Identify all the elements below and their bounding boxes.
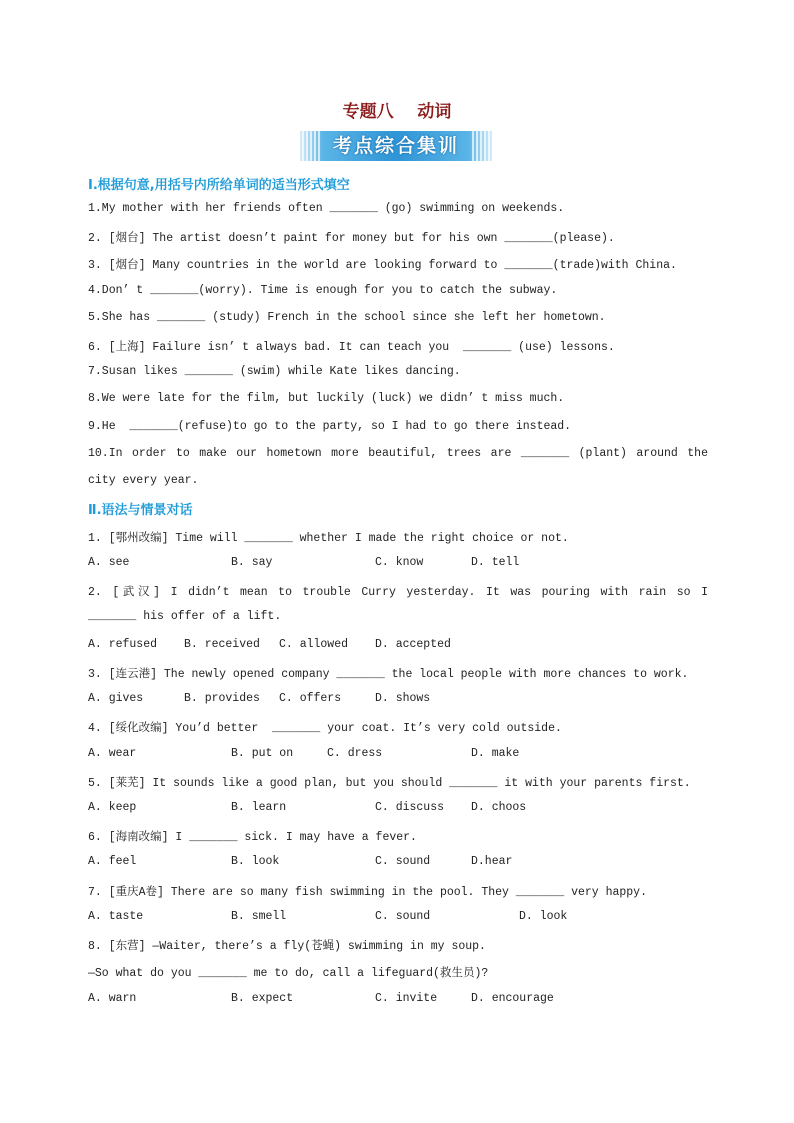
option-c: C. invite	[375, 992, 438, 1005]
question-line: 8. [东营] —Waiter, there’s a fly(苍蝇) swimming in my soup.	[88, 940, 486, 953]
option-c: C. sound	[375, 910, 431, 923]
question-line: 2. [烟台] The artist doesn’t paint for money but for his own _______(please).	[88, 232, 615, 245]
option-d: D. tell	[471, 556, 520, 569]
banner-text: 考点综合集训	[332, 135, 459, 157]
question-line: 9.He _______(refuse)to go to the party, so I had to go there instead.	[88, 420, 572, 433]
option-d: D. accepted	[375, 638, 451, 651]
option-d: D. shows	[375, 692, 431, 705]
option-d: D. choos	[471, 801, 527, 814]
option-c: C. discuss	[375, 801, 445, 814]
question-line: 8.We were late for the film, but luckily (luck) we didn’ t miss much.	[88, 392, 565, 405]
option-d: D.hear	[471, 855, 513, 868]
option-a: A. refused	[88, 638, 158, 651]
option-d: D. make	[471, 747, 520, 760]
question-line: 6. [上海] Failure isn’ t always bad. It can teach you _______ (use) lessons.	[88, 341, 615, 354]
question-line: 4. [绥化改编] You’d better _______ your coat. It’s very cold outside.	[88, 722, 562, 735]
option-b: B. smell	[231, 910, 287, 923]
option-b: B. learn	[231, 801, 287, 814]
question-line: city every year.	[88, 474, 199, 487]
option-a: A. taste	[88, 910, 144, 923]
option-c: C. offers	[279, 692, 342, 705]
option-b: B. say	[231, 556, 273, 569]
option-a: A. keep	[88, 801, 137, 814]
question-line: 5.She has _______ (study) French in the school since she left her hometown.	[88, 311, 606, 324]
question-line: 7. [重庆A卷] There are so many fish swimming in the pool. They _______ very happy.	[88, 886, 647, 899]
banner	[300, 131, 492, 161]
question-line: _______ his offer of a lift.	[88, 610, 282, 623]
question-line: 5. [莱芜] It sounds like a good plan, but you should _______ it with your parents first.	[88, 777, 691, 790]
option-a: A. feel	[88, 855, 137, 868]
question-line: 3. [连云港] The newly opened company _______ the local people with more chances to work.	[88, 668, 689, 681]
question-line: —So what do you _______ me to do, call a lifeguard(救生员)?	[88, 967, 489, 980]
section-2-heading: Ⅱ.语法与情景对话	[88, 503, 193, 518]
section-1-heading: Ⅰ.根据句意,用括号内所给单词的适当形式填空	[88, 178, 350, 193]
question-line: 2. [武汉] I didn’t mean to trouble Curry yesterday. It was pouring with rain so I	[88, 586, 708, 599]
question-line: 1.My mother with her friends often _______ (go) swimming on weekends.	[88, 202, 565, 215]
question-line: 1. [鄂州改编] Time will _______ whether I made the right choice or not.	[88, 532, 569, 545]
option-c: C. sound	[375, 855, 431, 868]
option-b: B. provides	[184, 692, 260, 705]
option-b: B. look	[231, 855, 280, 868]
option-a: A. wear	[88, 747, 137, 760]
option-c: C. know	[375, 556, 424, 569]
option-d: D. look	[519, 910, 568, 923]
question-line: 6. [海南改编] I _______ sick. I may have a fever.	[88, 831, 417, 844]
question-line: 7.Susan likes _______ (swim) while Kate likes dancing.	[88, 365, 461, 378]
option-a: A. warn	[88, 992, 137, 1005]
option-c: C. allowed	[279, 638, 349, 651]
option-c: C. dress	[327, 747, 383, 760]
option-b: B. put on	[231, 747, 294, 760]
option-a: A. gives	[88, 692, 144, 705]
option-a: A. see	[88, 556, 130, 569]
question-line: 4.Don’ t _______(worry). Time is enough for you to catch the subway.	[88, 284, 558, 297]
question-line: 10.In order to make our hometown more beautiful, trees are _______ (plant) around the	[88, 447, 708, 460]
option-b: B. received	[184, 638, 260, 651]
question-line: 3. [烟台] Many countries in the world are looking forward to _______(trade)with China.	[88, 259, 677, 272]
option-d: D. encourage	[471, 992, 554, 1005]
page-title: 专题八 动词	[342, 102, 452, 122]
option-b: B. expect	[231, 992, 294, 1005]
